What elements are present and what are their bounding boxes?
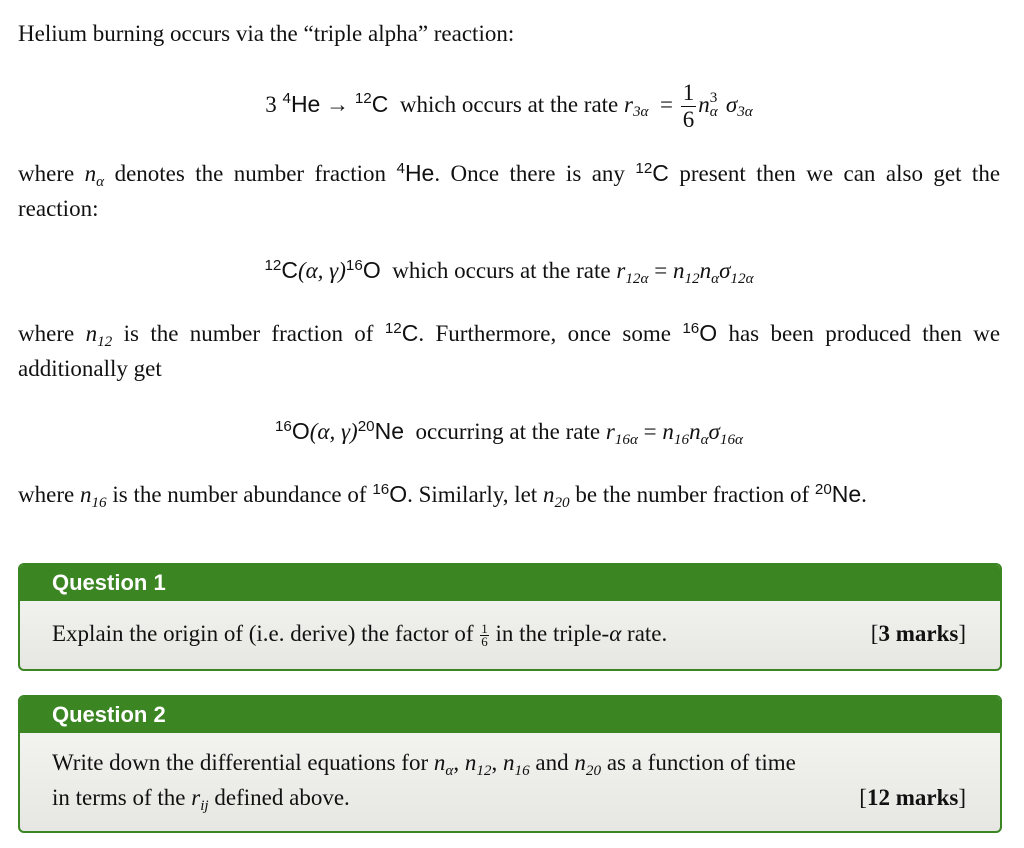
para2-he: He (404, 160, 435, 186)
para4-t3: . Similarly, let (407, 482, 538, 507)
eq1-n-sup: 3 (709, 89, 718, 107)
eq3-o-mass: 16 (274, 417, 292, 435)
para4-ne: Ne (831, 481, 862, 507)
q1-frac-den: 6 (481, 634, 488, 650)
eq2-sigma: σ (719, 258, 731, 283)
para3-n-sub: 12 (97, 332, 113, 350)
eq3-n1-sub: 16 (673, 430, 690, 448)
q2-na: n (433, 750, 446, 775)
q2-t3: in terms of the (52, 785, 186, 810)
q2-t2: as a function of time (606, 750, 796, 775)
eq2-n2: n (699, 258, 712, 283)
para2-c-mass: 12 (635, 159, 653, 177)
para3-t2: is the number fraction of (123, 321, 374, 346)
eq1-r-sub: 3α (632, 103, 649, 121)
eq1-he: He (290, 90, 321, 117)
eq3-o: O (291, 418, 310, 444)
para3-o-mass: 16 (682, 319, 700, 337)
q2-and: and (535, 750, 569, 775)
q2-n20: n (574, 750, 586, 775)
eq1-c: C (371, 90, 389, 117)
eq1-fraction (681, 80, 697, 133)
para4-t2: is the number abundance of (112, 482, 367, 507)
intro-text (18, 16, 1000, 51)
q2-n16-sub: 16 (514, 761, 530, 779)
paragraph-3 (18, 316, 1000, 386)
eq1-coef: 3 (265, 91, 277, 117)
intro-line: Helium burning occurs via the “triple alpha” reaction: (18, 21, 515, 46)
oxygen-alpha-equation (18, 414, 1000, 449)
para4-o: O (389, 481, 408, 507)
q2-comma-1: , (453, 750, 460, 775)
eq3-ne-mass: 20 (357, 417, 375, 435)
q2-n12-sub: 12 (476, 761, 492, 779)
eq2-n2-sub: α (711, 269, 720, 287)
q1-marks-close: ] (958, 621, 966, 646)
para2-c: C (652, 160, 669, 186)
para2-t3: . Once there is any (434, 161, 625, 186)
question-2-title: Question 2 (20, 697, 1000, 733)
q2-r-sub: ij (200, 796, 209, 814)
para3-o: O (699, 320, 718, 346)
q1-alpha: α (609, 621, 622, 646)
eq1-sigma: σ (725, 91, 738, 117)
eq2-r: r (616, 258, 626, 283)
para4-n2: n (542, 482, 555, 507)
q1-t2: in the triple- (495, 621, 610, 646)
question-2-marks (859, 780, 966, 815)
q2-t1: Write down the differential equations for (52, 750, 429, 775)
q2-comma-2: , (491, 750, 498, 775)
paragraph-2 (18, 156, 1000, 226)
q2-t4: defined above. (214, 785, 350, 810)
eq2-c-mass: 12 (264, 256, 282, 274)
para2-t1: where (18, 161, 75, 186)
eq2-sigma-sub: 12α (730, 269, 754, 287)
eq3-r-sub: 16α (614, 430, 638, 448)
eq1-text: which occurs at the rate (399, 91, 619, 117)
para2-t5: also get the reaction: (18, 161, 1001, 221)
q1-t3: rate. (627, 621, 668, 646)
q2-marks-bold: 12 marks (866, 785, 959, 810)
eq3-n2-sub: α (700, 430, 709, 448)
eq1-arrow: → (326, 91, 350, 117)
eq3-sigma-sub: 16α (719, 430, 744, 448)
para2-n: n (84, 161, 97, 186)
para2-he-mass: 4 (396, 159, 405, 177)
eq1-frac-den: 6 (682, 107, 695, 132)
eq1-n: n (698, 91, 710, 117)
para4-t1: where (18, 482, 75, 507)
question-1-box (18, 563, 1002, 671)
question-1-body (20, 601, 1000, 651)
eq2-text: which occurs at the rate (392, 258, 611, 283)
eq3-n1: n (662, 419, 674, 444)
eq2-o: O (362, 257, 381, 283)
eq3-sigma: σ (708, 419, 720, 444)
para3-t5: then we additionally get (18, 321, 1001, 381)
q2-na-sub: α (445, 761, 454, 779)
q1-fraction (480, 623, 489, 648)
para3-t1: where (18, 321, 75, 346)
eq2-n1-sub: 12 (684, 269, 700, 287)
paragraph-4 (18, 477, 1000, 512)
para4-ne-mass: 20 (814, 480, 832, 498)
q2-r: r (191, 785, 201, 810)
para4-n-sub: 16 (91, 493, 107, 511)
question-1-title: Question 1 (20, 565, 1000, 601)
eq1-n-sub: α (709, 103, 718, 121)
q2-line-2 (52, 780, 966, 815)
eq2-paren: (α, γ) (297, 258, 346, 283)
eq2-r-sub: 12α (625, 269, 649, 287)
para4-t4: be the number fraction of (575, 482, 810, 507)
eq3-equals: = (643, 419, 657, 444)
eq2-o-mass: 16 (345, 256, 363, 274)
para3-t4: has been produced (728, 321, 911, 346)
q2-marks-open: [ (859, 785, 867, 810)
triple-alpha-equation (18, 80, 1000, 133)
eq1-c-mass: 12 (354, 90, 372, 108)
q2-line-1 (52, 745, 966, 780)
para3-c-mass: 12 (384, 319, 402, 337)
para3-n: n (85, 321, 98, 346)
para3-t3: . Furthermore, once some (418, 321, 671, 346)
q2-n20-sub: 20 (585, 761, 602, 779)
q2-n16: n (503, 750, 515, 775)
para2-t2: denotes the number fraction (114, 161, 387, 186)
carbon-alpha-equation (18, 253, 1000, 288)
eq1-sigma-sub: 3α (737, 103, 753, 121)
q2-marks-close: ] (958, 785, 966, 810)
para4-o-mass: 16 (372, 480, 390, 498)
eq2-c: C (281, 257, 298, 283)
eq2-n1: n (672, 258, 685, 283)
q1-marks-bold: 3 marks (878, 621, 959, 646)
q1-frac-num: 1 (481, 621, 488, 637)
eq3-text: occurring at the rate (415, 419, 601, 444)
eq3-paren: (α, γ) (309, 419, 358, 444)
eq1-frac-num: 1 (682, 80, 695, 105)
eq2-equals: = (654, 258, 668, 283)
q1-marks-open: [ (870, 621, 879, 646)
q2-n12: n (464, 750, 477, 775)
para3-c: C (401, 320, 419, 346)
para4-n2-sub: 20 (554, 493, 570, 511)
para4-n: n (79, 482, 92, 507)
para2-n-sub: α (96, 172, 105, 190)
question-1-marks (871, 616, 966, 651)
q1-t1: Explain the origin of (i.e. derive) the factor of (52, 621, 474, 646)
eq1-r: r (624, 91, 633, 117)
eq3-ne: Ne (374, 418, 405, 444)
eq3-n2: n (689, 419, 701, 444)
eq1-he-mass: 4 (282, 90, 291, 108)
para2-t4: present then we can (679, 161, 876, 186)
question-2-box (18, 695, 1002, 833)
question-2-body (20, 733, 1000, 815)
para4-t5: . (861, 482, 867, 507)
eq1-equals: = (660, 91, 674, 117)
eq3-r: r (605, 419, 615, 444)
